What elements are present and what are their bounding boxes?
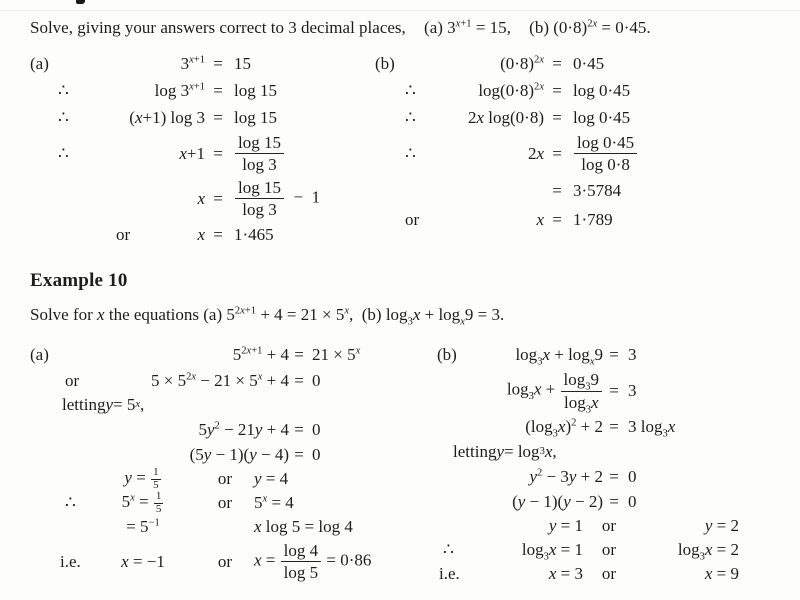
equation-row — [28, 368, 424, 393]
or-label: or — [65, 370, 80, 390]
case-left-equation: $\log_3x = 1$ — [521, 540, 583, 563]
equals-sign: = — [552, 107, 562, 127]
therefore-symbol: ∴ — [405, 80, 416, 100]
case-left-equation: y = $\frac{1}{5}$ — [124, 466, 159, 491]
equals-sign: = — [552, 181, 562, 201]
case-row — [425, 514, 797, 538]
working-part-a-2 — [28, 342, 424, 584]
equation-row — [28, 50, 388, 77]
equation-row — [372, 104, 792, 131]
equation-lhs: $3^{x+1}$ — [180, 53, 205, 73]
therefore-symbol: ∴ — [65, 493, 76, 513]
equals-sign: = — [609, 417, 619, 436]
case-row — [28, 539, 424, 584]
equation-row — [28, 417, 424, 442]
equation-lhs: x — [536, 209, 544, 229]
equation-rhs: 0 — [312, 444, 321, 464]
equation-rhs: 0 — [628, 491, 637, 511]
equals-sign: = — [213, 107, 223, 127]
equation-row — [28, 176, 388, 221]
case-left-equation: $5^x$ = $\frac{1}{5}$ — [121, 490, 162, 515]
therefore-symbol: ∴ — [405, 107, 416, 127]
equation-lhs: $(0\cdot 8)^{2x}$ — [500, 53, 544, 73]
equals-sign: = — [609, 345, 619, 364]
equals-sign: = — [609, 491, 619, 511]
equation-row — [425, 342, 797, 368]
or-separator: or — [601, 516, 617, 535]
equation-lhs: x — [197, 188, 205, 208]
equals-sign: = — [294, 419, 304, 439]
equals-sign: = — [552, 209, 562, 229]
equation-rhs: log 0·45 — [573, 107, 631, 127]
case-left-equation: x = 3 — [548, 564, 583, 583]
equation-row — [372, 77, 792, 104]
equation-lhs: $5 \times 5^{2x} - 21 \times 5^x + 4$ — [150, 370, 289, 390]
equals-sign: = — [213, 80, 223, 100]
equation-lhs: 2x — [527, 143, 544, 163]
equation-row — [28, 342, 424, 368]
equation-rhs: 0 — [312, 370, 321, 390]
equation-row — [425, 414, 797, 440]
or-separator: or — [601, 564, 617, 583]
equals-sign: = — [552, 143, 562, 163]
equation-lhs: $(\log_3x)^2 + 2$ — [525, 417, 603, 440]
equation-lhs: $\log_3x + \log_x9$ — [515, 345, 603, 368]
example-heading: Example 10 — [30, 270, 128, 291]
equals-sign: = — [213, 224, 223, 244]
working-part-b-2 — [425, 342, 797, 586]
case-right-equation: $5^x = 4$ — [254, 493, 294, 513]
part-label: (b) — [375, 53, 395, 73]
equals-sign: = — [213, 53, 223, 73]
part-label: (a) — [30, 345, 49, 364]
ie-label: i.e. — [439, 564, 460, 583]
equation-rhs: 3 — [628, 381, 637, 400]
equation-rhs: $\frac{\log 15}{\log 3}$ — [231, 131, 388, 176]
equation-row — [372, 176, 792, 206]
equation-rhs: $\frac{\log 0\cdot 45}{\log 0\cdot 8}$ — [570, 131, 792, 176]
ie-label: i.e. — [60, 551, 81, 571]
equals-sign: = — [609, 381, 619, 400]
equation-rhs: 0 — [628, 466, 637, 486]
equation-rhs: 3 — [628, 345, 637, 364]
equation-rhs: 1·789 — [573, 209, 613, 229]
working-part-b-1 — [372, 50, 792, 233]
case-right-equation: y = 2 — [704, 516, 739, 535]
therefore-symbol: ∴ — [405, 143, 416, 163]
or-label: or — [405, 209, 420, 229]
or-separator: or — [217, 469, 233, 489]
equation-row — [28, 131, 388, 176]
equation-rhs: log 0·45 — [573, 80, 631, 100]
equation-lhs: $\log 3^{x+1}$ — [154, 80, 205, 100]
equation-rhs: 15 — [234, 53, 251, 73]
scan-artifact-mark — [76, 0, 85, 4]
equation-lhs: (y − 1)(y − 2) — [512, 491, 603, 511]
case-left-equation: = $5^{-1}$ — [126, 517, 160, 537]
working-part-a-1 — [28, 50, 388, 248]
or-separator: or — [217, 551, 233, 571]
equation-rhs: 0·45 — [573, 53, 605, 73]
or-separator: or — [601, 540, 617, 559]
equals-sign: = — [213, 188, 223, 208]
equals-sign: = — [213, 143, 223, 163]
case-row — [425, 538, 797, 562]
or-separator: or — [217, 493, 233, 513]
equation-row — [28, 104, 388, 131]
equation-lhs: $\log(0\cdot 8)^{2x}$ — [478, 80, 544, 100]
equation-rhs: 1·465 — [234, 224, 274, 244]
equals-sign: = — [294, 444, 304, 464]
equation-rhs: $21 \times 5^x$ — [312, 345, 361, 364]
equation-lhs: (5y − 1)(y − 4) — [189, 444, 289, 464]
equation-lhs: x+1 — [179, 143, 205, 163]
case-right-equation: $\log_3x = 2$ — [677, 540, 739, 563]
equation-lhs: 2x log(0·8) — [467, 107, 544, 127]
equation-lhs: x — [197, 224, 205, 244]
equation-row — [28, 221, 388, 248]
equals-sign: = — [294, 345, 304, 364]
equation-lhs: $5^{2x+1} + 4$ — [232, 345, 289, 364]
equation-row — [372, 50, 792, 77]
case-right-equation: x = $\frac{\log 4}{\log 5}$ = 0·86 — [254, 541, 372, 583]
problem-part-b: (b) $(0\cdot 8)^{2x} = 0\cdot 45$. — [529, 18, 651, 37]
case-row — [28, 491, 424, 515]
therefore-symbol: ∴ — [58, 80, 69, 100]
problem-statement-2: Solve for x the equations (a) $5^{2x+1} + 4 = 21 \times 5^x$, (b) $\log_3x + \log_x9 = 3$. — [30, 305, 505, 328]
case-left-equation: x = −1 — [121, 551, 165, 571]
problem-part-a: (a) $3^{x+1} = 15$, — [424, 18, 511, 37]
equation-row — [425, 464, 797, 489]
case-row — [425, 562, 797, 586]
equation-lhs: $5y^2 - 21y + 4$ — [198, 419, 289, 439]
equation-lhs: $\log_3x$ + $\frac{\log_39}{\log_3x}$ — [471, 368, 603, 413]
equation-row — [28, 442, 424, 467]
case-right-equation: x log 5 = log 4 — [254, 517, 353, 537]
equation-row — [28, 77, 388, 104]
letting-substitution: letting y = 5 x , — [62, 395, 145, 414]
problem-statement-1 — [30, 18, 665, 38]
equation-rhs: 3·5784 — [573, 181, 622, 201]
equation-lhs: (x+1) log 3 — [129, 107, 205, 127]
case-row — [28, 467, 424, 491]
equation-row — [372, 131, 792, 176]
equals-sign: = — [552, 80, 562, 100]
scan-fold-line — [0, 10, 800, 11]
or-label: or — [116, 224, 131, 244]
equation-row — [425, 368, 797, 414]
equation-row — [425, 489, 797, 514]
therefore-symbol: ∴ — [443, 540, 454, 559]
case-right-equation: y = 4 — [254, 469, 289, 489]
equation-row — [372, 206, 792, 233]
letting-substitution: letting y = log 3 x , — [453, 442, 557, 461]
equation-rhs: 0 — [312, 419, 321, 439]
therefore-symbol: ∴ — [58, 143, 69, 163]
equation-rhs: $\frac{\log 15}{\log 3}$ − 1 — [231, 176, 388, 221]
part-label: (b) — [437, 345, 457, 364]
case-left-equation: y = 1 — [548, 516, 583, 535]
part-label: (a) — [30, 53, 49, 73]
problem-text: Solve, giving your answers correct to 3 decimal places, — [30, 18, 406, 37]
equals-sign: = — [294, 370, 304, 390]
therefore-symbol: ∴ — [58, 107, 69, 127]
equation-rhs: log 15 — [234, 107, 277, 127]
equation-lhs: $y^2 - 3y + 2$ — [529, 466, 603, 486]
equals-sign: = — [552, 53, 562, 73]
equals-sign: = — [609, 466, 619, 486]
case-right-equation: x = 9 — [704, 564, 739, 583]
equation-rhs: log 15 — [234, 80, 277, 100]
equation-rhs: 3 $\log_3x$ — [628, 417, 676, 440]
case-row — [28, 515, 424, 539]
